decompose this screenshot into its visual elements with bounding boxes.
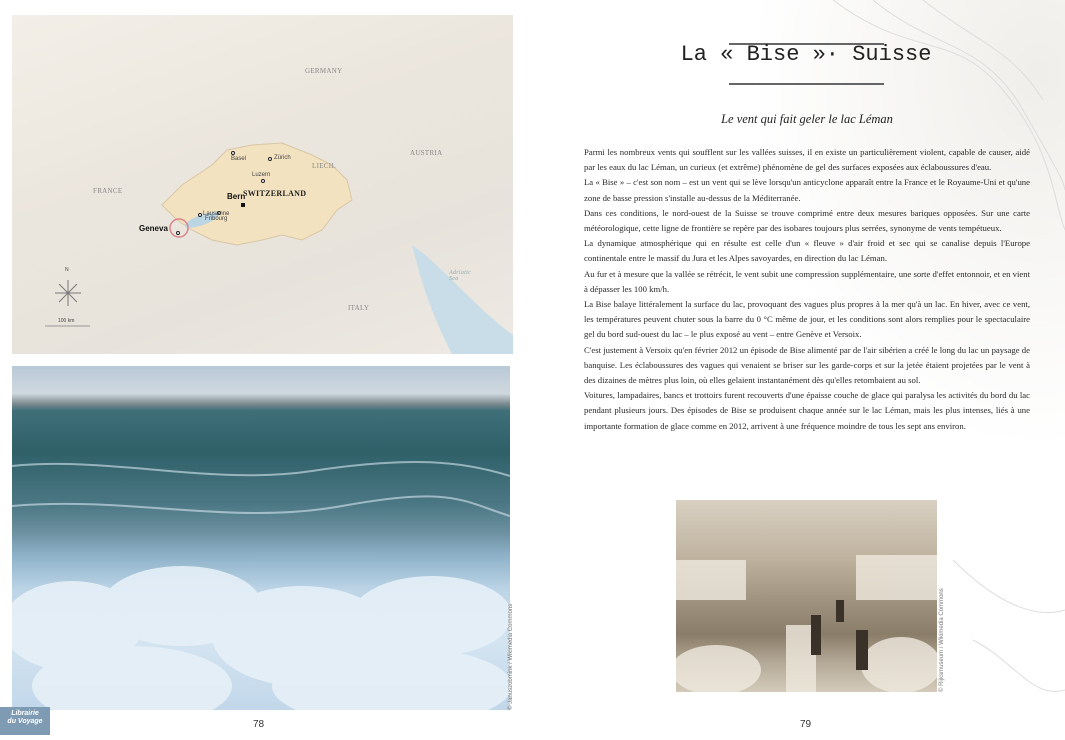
ice-shapes xyxy=(12,366,510,710)
city-basel: Basel xyxy=(231,156,247,162)
compass-rose-icon xyxy=(55,280,81,306)
article-body xyxy=(584,145,1030,434)
city-geneva: Geneva xyxy=(139,224,168,233)
paragraph: C'est justement à Versoix qu'en février 2012 un épisode de Bise alimenté par de l'air sibérien a créé le long du lac un paysage de banquise. Les éclaboussures des vagues qui venaient se briser sur les garde-corps et sur la jetée étaient projetées par le vent à des dizaines de mètres plus loin, où elles gelaient instantanément dès qu'elles retombaient au sol. xyxy=(584,344,1030,386)
paragraph: Au fur et à mesure que la vallée se rétrécit, le vent subit une compression supplémentaire, une sorte d'effet entonnoir, et en vient à dépasser les 100 km/h. xyxy=(584,268,1030,294)
paragraph: Voitures, lampadaires, bancs et trottoirs furent recouverts d'une épaisse couche de glace qui paralysa les activités du bord du lac pendant plusieurs jours. Des épisodes de Bise se produisent chaque année sur le lac Léman, mais les plus intenses, liés à une importante formation de glace comme en 2012, arrivent à une fréquence moindre de tous les sept ans environ. xyxy=(584,390,1030,431)
compass-north-label: N xyxy=(65,267,69,273)
paragraph: La Bise balaye littéralement la surface du lac, provoquant des vagues plus propres à la mer qu'à un lac. En hiver, avec ce vent, les températures peuvent chuter sous la barre du 0 °C même de jour, et les conditions sont alors remplies pour le spectaculaire gel du bord sud-ouest du lac – le plus exposé au vent – entre Genève et Versoix. xyxy=(584,299,1030,340)
map-shapes xyxy=(12,15,513,354)
page-number-left: 78 xyxy=(253,719,265,730)
label-liechtenstein: LIECH. xyxy=(312,162,337,170)
page-subtitle: Le vent qui fait geler le lac Léman xyxy=(721,112,893,126)
city-marker xyxy=(268,157,272,161)
city-marker xyxy=(231,151,235,155)
label-adriatic-sea: Adriatic Sea xyxy=(449,270,472,282)
paragraph: La dynamique atmosphérique qui en résulte est celle d'un « fleuve » d'air froid et sec qui se canalise depuis l'Europe continentale entre le massif du Jura et les Alpes savoyardes, en direction du lac Léman. xyxy=(584,238,1030,264)
switzerland-map xyxy=(12,15,513,354)
label-italy: ITALY xyxy=(348,304,370,312)
page-title: La « Bise »· Suisse xyxy=(680,42,932,67)
city-marker xyxy=(176,231,180,235)
label-switzerland: SWITZERLAND xyxy=(243,189,307,198)
historic-ice-photo xyxy=(676,500,937,692)
title-rule-bottom xyxy=(729,83,884,85)
photo-credit-right: © Rijksmuseum / Wikimedia Commons xyxy=(939,588,945,692)
label-germany: GERMANY xyxy=(305,67,343,75)
city-lausanne: Lausanne xyxy=(203,211,230,217)
city-zurich: Zürich xyxy=(274,155,291,161)
frozen-lake-photo xyxy=(12,366,510,710)
city-fribourg: Fribourg xyxy=(205,216,228,222)
city-marker xyxy=(198,213,202,217)
city-bern: Bern xyxy=(227,192,246,201)
page-number-right: 79 xyxy=(800,719,812,730)
label-france: FRANCE xyxy=(93,187,123,195)
photo-credit-left: © Januszobmink / Wikimedia Commons xyxy=(508,603,514,710)
city-luzern: Luzern xyxy=(252,172,271,178)
paragraph: La « Bise » – c'est son nom – est un vent qui se lève lorsqu'un anticyclone apparaît entre la France et le Royaume-Uni et qu'une zone de basse pression s'installe au-dessus de la Méditerranée. xyxy=(584,177,1030,203)
capital-marker xyxy=(241,203,245,207)
city-marker xyxy=(261,179,265,183)
ice-formations xyxy=(676,500,937,692)
label-austria: AUSTRIA xyxy=(410,149,443,157)
librairie-du-voyage-logo: Librairie du Voyage xyxy=(0,707,50,735)
scale-label: 100 km xyxy=(58,318,75,324)
paragraph: Dans ces conditions, le nord-ouest de la Suisse se trouve comprimé entre deux mesures bariques opposées. Sur une carte météorologique, cette ligne de frontière se repère par des isobares toujours plus serrées, synonyme de vents tempétueux. xyxy=(584,207,1030,234)
paragraph: Parmi les nombreux vents qui soufflent sur les vallées suisses, il en existe un particulièrement violent, capable de causer, aidé par les eaux du lac Léman, un curieux (et extrême) phénomène de gel des surfaces exposées aux éclaboussures d'eau. xyxy=(584,147,1030,173)
